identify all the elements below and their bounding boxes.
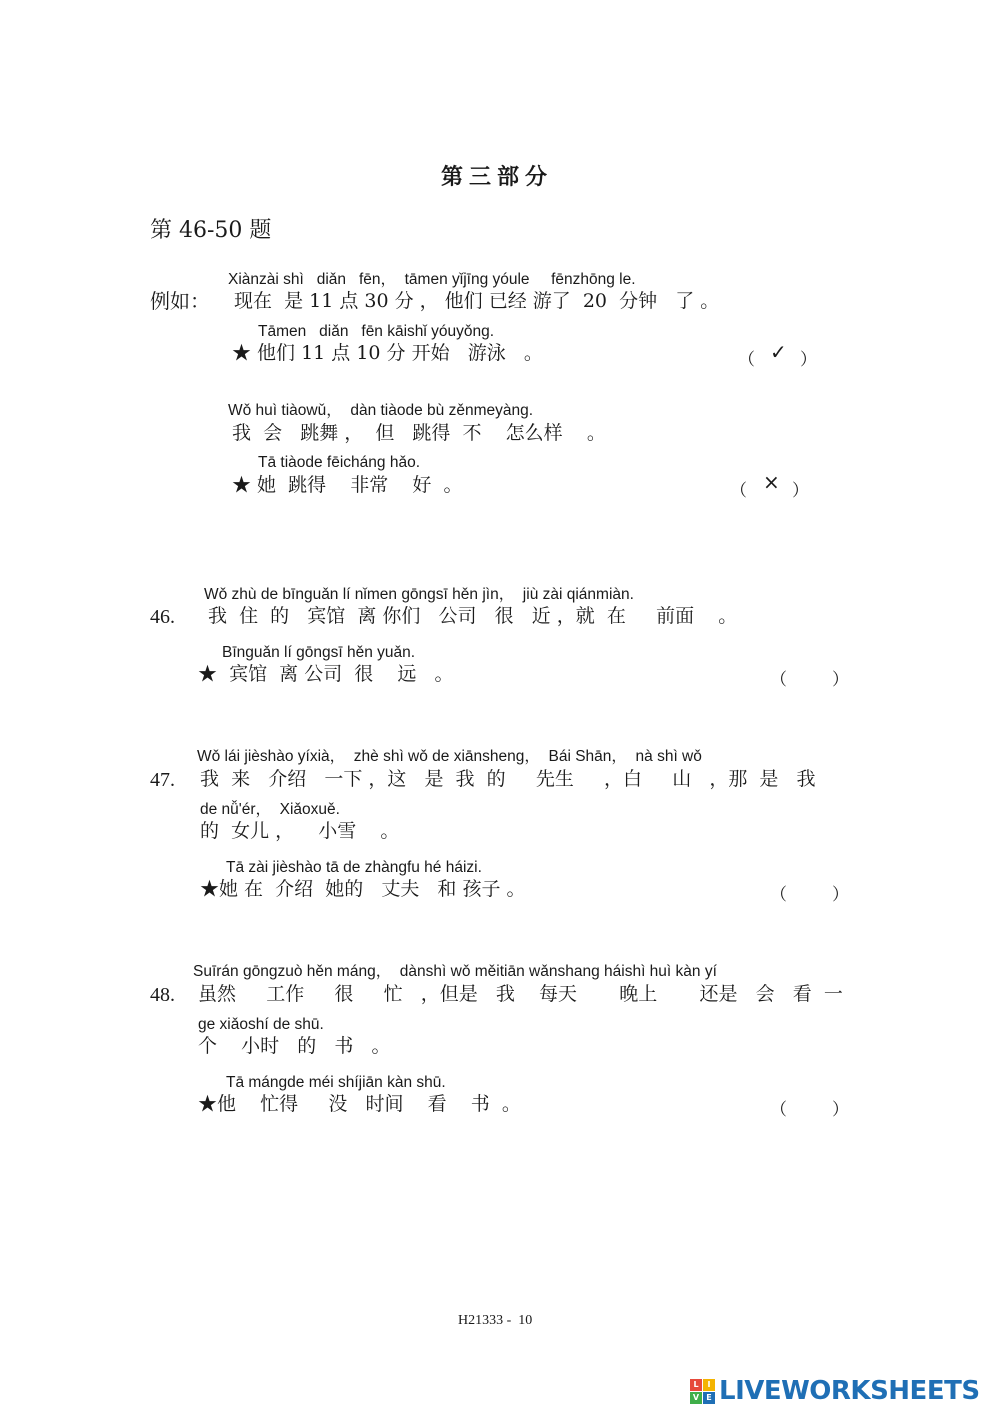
logo-tile-e: E bbox=[703, 1392, 715, 1404]
example-2-statement: ★ 她 跳得 非常 好 。 bbox=[232, 474, 463, 496]
example-1-pinyin: Xiànzài shì diǎn fēn， tāmen yǐjīng yóule fēnzhōng le. bbox=[228, 271, 636, 288]
question-48-text-2: 个 小时 的 书 。 bbox=[198, 1035, 391, 1057]
logo-tile-icon bbox=[690, 1379, 715, 1404]
question-48-paren-open: （ bbox=[770, 1100, 787, 1119]
question-46-statement: ★ 宾馆 离 公司 很 远 。 bbox=[198, 663, 454, 685]
example-1-text: 现在 是 11 点 30 分 ， 他们 已经 游了 20 分钟 了 。 bbox=[234, 290, 720, 312]
question-47-text-2: 的 女儿 ， 小雪 。 bbox=[200, 820, 400, 842]
cross-icon: × bbox=[763, 470, 780, 494]
question-47-statement: ★她 在 介绍 她的 丈夫 和 孩子 。 bbox=[200, 878, 526, 900]
question-47-answer-box[interactable] bbox=[800, 875, 830, 899]
logo-text: LIVEWORKSHEETS bbox=[719, 1376, 980, 1406]
logo-tile-l: L bbox=[690, 1379, 702, 1391]
liveworksheets-logo bbox=[690, 1376, 980, 1406]
question-46-answer-box[interactable] bbox=[800, 660, 830, 684]
example-2-paren-close: ） bbox=[792, 481, 809, 500]
question-46-text: 我 住 的 宾馆 离 你们 公司 很 近 ，就 在 前面 。 bbox=[208, 605, 738, 627]
question-48-pinyin-1: Suīrán gōngzuò hěn máng， dànshì wǒ měitiān wǎnshang háishì huì kàn yí bbox=[193, 963, 717, 980]
question-46-paren-open: （ bbox=[770, 670, 787, 689]
logo-tile-v: V bbox=[690, 1392, 702, 1404]
question-46-pinyin: Wǒ zhù de bīnguǎn lí nǐmen gōngsī hěn jìn， jiù zài qiánmiàn. bbox=[204, 586, 634, 603]
page-footer: H21333 - 10 bbox=[458, 1313, 533, 1328]
question-48-answer-box[interactable] bbox=[800, 1090, 830, 1114]
question-range: 第 46-50 题 bbox=[150, 218, 272, 243]
example-label: 例如： bbox=[150, 289, 210, 313]
question-46-paren-close: ） bbox=[832, 670, 849, 689]
logo-tile-i: I bbox=[703, 1379, 715, 1391]
example-1-paren-open: （ bbox=[738, 350, 755, 369]
check-icon: ✓ bbox=[770, 340, 787, 364]
example-1-paren-close: ） bbox=[800, 350, 817, 369]
question-46-number: 46. bbox=[150, 606, 175, 628]
question-48-paren-close: ） bbox=[832, 1100, 849, 1119]
question-48-number: 48. bbox=[150, 984, 175, 1006]
question-48-statement-pinyin: Tā mángde méi shíjiān kàn shū. bbox=[226, 1074, 446, 1091]
example-2-pinyin: Wǒ huì tiàowǔ， dàn tiàode bù zěnmeyàng. bbox=[228, 402, 534, 419]
question-48-text-1: 虽然 工作 很 忙 ，但是 我 每天 晚上 还是 会 看 一 bbox=[198, 983, 843, 1005]
question-48-pinyin-2: ge xiǎoshí de shū. bbox=[198, 1016, 324, 1033]
question-47-statement-pinyin: Tā zài jièshào tā de zhàngfu hé háizi. bbox=[226, 859, 482, 876]
question-48-statement: ★他 忙得 没 时间 看 书 。 bbox=[198, 1093, 521, 1115]
question-47-pinyin-1: Wǒ lái jièshào yíxià， zhè shì wǒ de xiānsheng， Bái Shān， nà shì wǒ bbox=[197, 748, 702, 765]
question-47-paren-close: ） bbox=[832, 885, 849, 904]
question-46-statement-pinyin: Bīnguǎn lí gōngsī hěn yuǎn. bbox=[222, 644, 416, 661]
example-2-text: 我 会 跳舞 ， 但 跳得 不 怎么样 。 bbox=[232, 422, 606, 444]
example-2-statement-pinyin: Tā tiàode fēicháng hǎo. bbox=[258, 454, 421, 471]
question-47-paren-open: （ bbox=[770, 885, 787, 904]
question-47-text-1: 我 来 介绍 一下 ，这 是 我 的 先生 ，白 山 ，那 是 我 bbox=[200, 768, 816, 790]
example-1-statement: ★ 他们 11 点 10 分 开始 游泳 。 bbox=[232, 342, 543, 364]
example-2-paren-open: （ bbox=[730, 481, 747, 500]
question-47-pinyin-2: de nǚ'ér， Xiǎoxuě. bbox=[200, 801, 340, 818]
question-47-number: 47. bbox=[150, 769, 175, 791]
section-title: 第三部分 bbox=[441, 164, 554, 190]
example-1-statement-pinyin: Tāmen diǎn fēn kāishǐ yóuyǒng. bbox=[258, 323, 495, 340]
